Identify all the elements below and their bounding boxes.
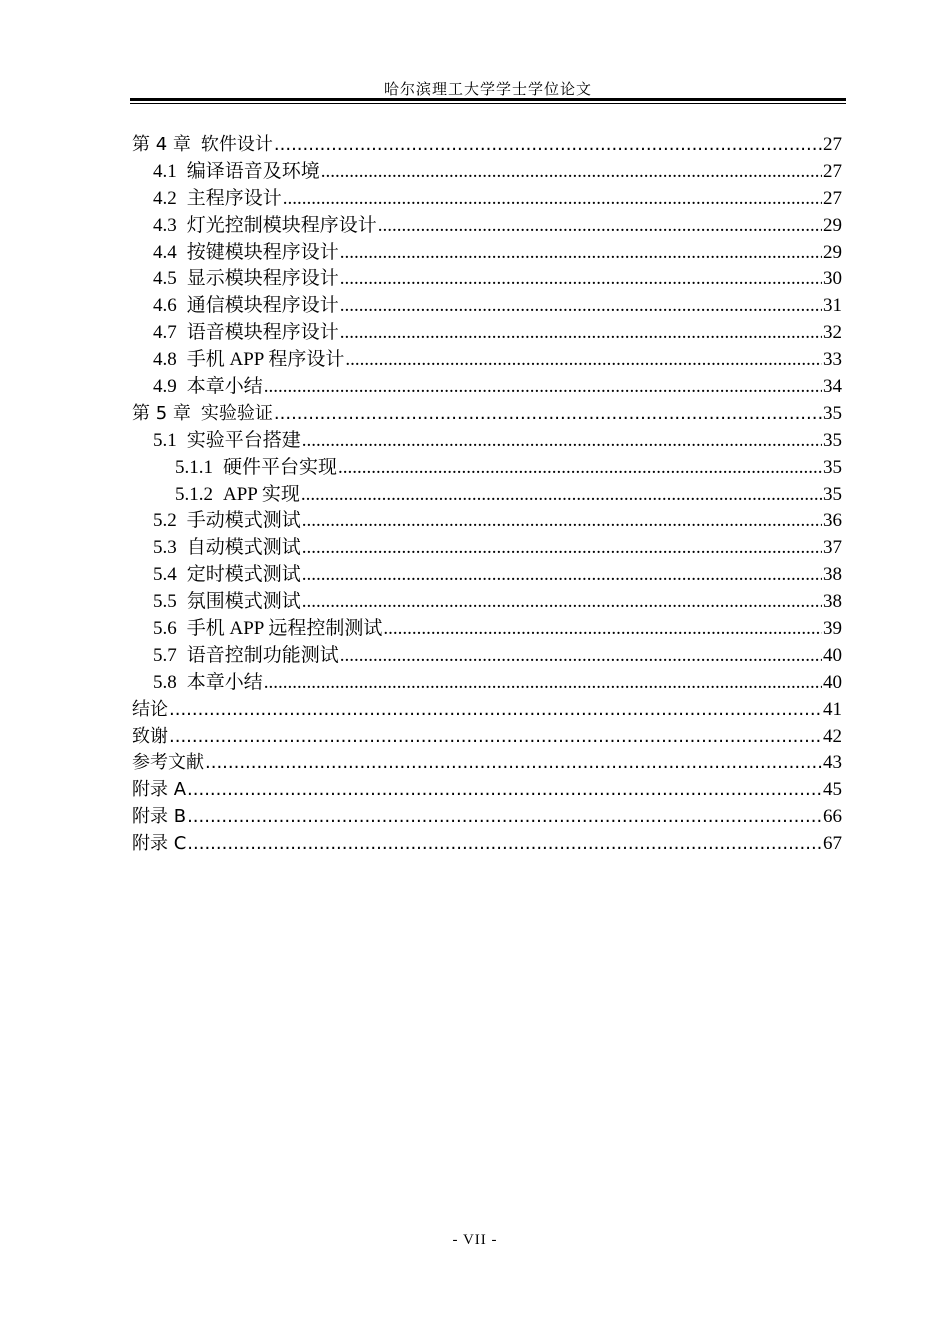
toc-entry-number: 5.6 xyxy=(153,618,177,640)
toc-leader xyxy=(205,750,822,777)
toc-entry-page: 35 xyxy=(823,429,842,451)
toc-entry-page: 40 xyxy=(823,644,842,666)
toc-entry[interactable] xyxy=(132,293,842,320)
toc-entry[interactable] xyxy=(132,266,842,293)
toc-entry-number: 5.5 xyxy=(153,591,177,613)
toc-entry-page: 38 xyxy=(823,564,842,586)
toc-entry-number: 第 4 章 xyxy=(132,134,191,155)
toc-entry-page: 34 xyxy=(823,376,842,398)
toc-entry-number: 5.8 xyxy=(153,671,177,693)
toc-leader xyxy=(340,293,822,320)
toc-leader xyxy=(340,240,822,267)
toc-entry[interactable] xyxy=(132,374,842,401)
toc-entry[interactable] xyxy=(132,132,842,159)
toc-entry-page: 35 xyxy=(823,402,842,424)
toc-entry-title: 附录 A xyxy=(132,779,187,801)
toc-entry-number: 5.1.1 xyxy=(175,456,213,478)
toc-entry-number: 5.3 xyxy=(153,537,177,559)
toc-entry-page: 37 xyxy=(823,537,842,559)
table-of-contents xyxy=(132,132,842,858)
toc-entry-number: 5.2 xyxy=(153,510,177,532)
toc-entry-title: 参考文献 xyxy=(132,752,204,774)
toc-entry[interactable] xyxy=(132,535,842,562)
toc-entry-number: 5.1 xyxy=(153,429,177,451)
toc-entry-title: 实验平台搭建 xyxy=(186,429,301,451)
toc-entry-title: 结论 xyxy=(132,698,168,720)
toc-entry-page: 43 xyxy=(823,752,842,774)
toc-entry-number: 第 5 章 xyxy=(132,402,191,424)
toc-entry-title: 硬件平台实现 xyxy=(223,456,338,478)
toc-entry[interactable] xyxy=(132,347,842,374)
toc-entry[interactable] xyxy=(132,697,842,724)
toc-entry-page: 27 xyxy=(823,187,842,209)
toc-entry-title: 手机 APP 程序设计 xyxy=(186,349,345,371)
toc-leader xyxy=(340,643,822,670)
toc-entry-number: 4.9 xyxy=(153,376,177,398)
toc-entry[interactable] xyxy=(132,724,842,751)
header-rule-thick xyxy=(130,98,846,101)
toc-entry[interactable] xyxy=(132,804,842,831)
toc-entry-title: 手动模式测试 xyxy=(186,510,301,532)
toc-entry[interactable] xyxy=(132,455,842,482)
running-header: 哈尔滨理工大学学士学位论文 xyxy=(383,82,592,98)
toc-entry-number: 4.2 xyxy=(153,187,177,209)
toc-entry-number: 4.3 xyxy=(153,214,177,236)
toc-entry-page: 27 xyxy=(823,134,842,155)
toc-entry-title: APP 实现 xyxy=(223,483,300,505)
toc-entry-title: 手机 APP 远程控制测试 xyxy=(186,618,383,640)
toc-leader xyxy=(169,724,822,751)
toc-entry-title: 按键模块程序设计 xyxy=(186,241,339,263)
toc-entry[interactable] xyxy=(132,482,842,509)
toc-entry[interactable] xyxy=(132,401,842,428)
toc-entry[interactable] xyxy=(132,213,842,240)
toc-leader xyxy=(302,428,822,455)
toc-entry[interactable] xyxy=(132,777,842,804)
toc-leader xyxy=(187,804,822,831)
toc-entry-title: 定时模式测试 xyxy=(186,564,301,586)
toc-entry-title: 实验验证 xyxy=(200,402,273,424)
toc-entry-number: 5.7 xyxy=(153,644,177,666)
toc-entry[interactable] xyxy=(132,643,842,670)
toc-leader xyxy=(338,455,822,482)
toc-leader xyxy=(302,589,822,616)
toc-entry-page: 32 xyxy=(823,322,842,344)
toc-entry-page: 29 xyxy=(823,241,842,263)
toc-entry-page: 41 xyxy=(823,698,842,720)
toc-entry[interactable] xyxy=(132,589,842,616)
toc-leader xyxy=(321,159,822,186)
toc-entry-title: 语音模块程序设计 xyxy=(186,322,339,344)
toc-entry-number: 4.8 xyxy=(153,349,177,371)
toc-entry[interactable] xyxy=(132,428,842,455)
toc-entry-number: 5.1.2 xyxy=(175,483,213,505)
toc-leader xyxy=(340,266,822,293)
toc-leader xyxy=(283,186,822,213)
toc-entry-page: 29 xyxy=(823,214,842,236)
toc-leader xyxy=(274,132,822,159)
toc-entry-title: 显示模块程序设计 xyxy=(186,268,339,290)
toc-entry-number: 4.5 xyxy=(153,268,177,290)
toc-entry-title: 附录 C xyxy=(132,833,187,855)
toc-entry-number: 4.4 xyxy=(153,241,177,263)
toc-entry[interactable] xyxy=(132,670,842,697)
toc-entry-number: 5.4 xyxy=(153,564,177,586)
toc-leader xyxy=(340,320,822,347)
toc-entry-number: 4.7 xyxy=(153,322,177,344)
toc-entry-title: 致谢 xyxy=(132,725,168,747)
toc-entry-title: 本章小结 xyxy=(186,671,263,693)
toc-entry[interactable] xyxy=(132,159,842,186)
toc-leader xyxy=(302,535,822,562)
toc-leader xyxy=(169,697,822,724)
toc-entry[interactable] xyxy=(132,750,842,777)
toc-entry-title: 氛围模式测试 xyxy=(186,591,301,613)
toc-entry[interactable] xyxy=(132,240,842,267)
toc-entry-title: 通信模块程序设计 xyxy=(186,295,339,317)
toc-leader xyxy=(302,508,822,535)
header-rule-thin xyxy=(130,103,846,104)
toc-entry-page: 67 xyxy=(823,833,842,855)
toc-entry-title: 本章小结 xyxy=(186,376,263,398)
toc-leader xyxy=(264,670,822,697)
toc-entry-page: 33 xyxy=(823,349,842,371)
toc-entry-number: 4.1 xyxy=(153,160,177,182)
toc-leader xyxy=(301,482,822,509)
toc-entry[interactable] xyxy=(132,562,842,589)
toc-entry-page: 30 xyxy=(823,268,842,290)
toc-entry-page: 45 xyxy=(823,779,842,801)
toc-leader xyxy=(187,777,822,804)
toc-entry[interactable] xyxy=(132,616,842,643)
toc-entry[interactable] xyxy=(132,508,842,535)
toc-entry-title: 主程序设计 xyxy=(186,187,282,209)
toc-entry-title: 灯光控制模块程序设计 xyxy=(186,214,377,236)
toc-entry-title: 软件设计 xyxy=(200,134,273,155)
toc-leader xyxy=(302,562,822,589)
toc-leader xyxy=(274,401,822,428)
page-number: - VII - xyxy=(452,1232,498,1248)
toc-leader xyxy=(383,616,822,643)
toc-entry-number: 4.6 xyxy=(153,295,177,317)
toc-leader xyxy=(378,213,822,240)
toc-entry-page: 35 xyxy=(823,483,842,505)
toc-entry-page: 42 xyxy=(823,725,842,747)
toc-entry[interactable] xyxy=(132,186,842,213)
toc-entry-page: 35 xyxy=(823,456,842,478)
toc-leader xyxy=(187,831,822,858)
toc-entry-page: 39 xyxy=(823,618,842,640)
toc-leader xyxy=(345,347,822,374)
toc-entry-page: 31 xyxy=(823,295,842,317)
toc-entry-title: 编译语音及环境 xyxy=(186,160,320,182)
toc-entry[interactable] xyxy=(132,320,842,347)
toc-entry-page: 36 xyxy=(823,510,842,532)
toc-entry-title: 自动模式测试 xyxy=(186,537,301,559)
toc-entry-page: 38 xyxy=(823,591,842,613)
toc-entry-title: 语音控制功能测试 xyxy=(186,644,339,666)
toc-entry-page: 66 xyxy=(823,806,842,828)
toc-entry[interactable] xyxy=(132,831,842,858)
toc-leader xyxy=(264,374,822,401)
toc-entry-title: 附录 B xyxy=(132,806,187,828)
toc-entry-page: 27 xyxy=(823,160,842,182)
toc-entry-page: 40 xyxy=(823,671,842,693)
